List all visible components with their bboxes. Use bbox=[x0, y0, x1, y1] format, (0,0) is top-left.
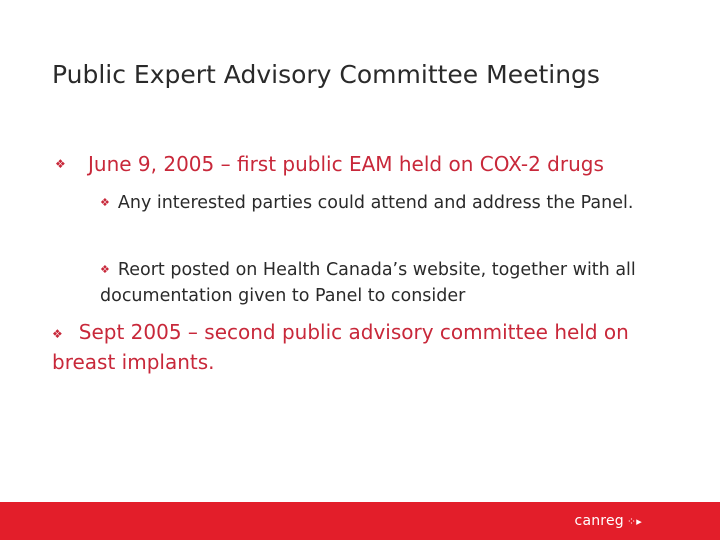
logo-text: canreg bbox=[574, 513, 624, 529]
dotted-arrow-icon: ⁘▸ bbox=[626, 515, 642, 528]
logo bbox=[575, 513, 642, 529]
bullet-text: June 9, 2005 – first public EAM held on COX-2 drugs bbox=[88, 152, 604, 176]
diamond-bullet-icon: ❖ bbox=[100, 196, 110, 209]
diamond-bullet-icon: ❖ bbox=[55, 157, 66, 171]
footer-bar bbox=[0, 502, 720, 540]
diamond-bullet-icon: ❖ bbox=[52, 326, 63, 341]
diamond-bullet-icon: ❖ bbox=[100, 263, 110, 276]
sub-bullet-item bbox=[100, 257, 680, 309]
bullet-text: Sept 2005 – second public advisory committee held on breast implants. bbox=[52, 320, 629, 374]
page-title: Public Expert Advisory Committee Meetings bbox=[52, 60, 600, 89]
sub-bullet-item bbox=[100, 190, 680, 216]
sub-bullet-text: Reort posted on Health Canada’s website, together with all documentation given to Panel to consider bbox=[100, 260, 636, 306]
bullet-item bbox=[52, 318, 692, 376]
sub-bullet-text: Any interested parties could attend and address the Panel. bbox=[117, 193, 634, 213]
